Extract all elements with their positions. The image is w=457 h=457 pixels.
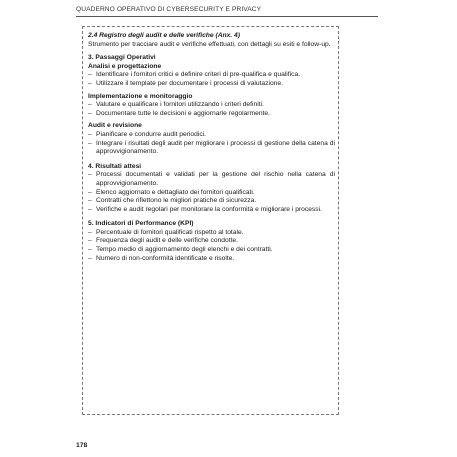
bullet-list xyxy=(88,101,335,118)
content-box xyxy=(82,26,339,415)
page-number: 178 xyxy=(76,442,88,449)
running-header: QUADERNO OPERATIVO DI CYBERSECURITY E PRIVACY xyxy=(76,6,262,13)
section-intro: Strumento per tracciare audit e verifiche effettuati, con dettagli su esiti e follow-up. xyxy=(88,40,331,48)
list-item: – Percentuale di fornitori qualificati rispetto al totale. xyxy=(88,229,335,238)
group-heading: Analisi e progettazione xyxy=(88,62,162,70)
risultati-section xyxy=(88,163,335,215)
bullet-list xyxy=(88,171,335,214)
group-implementazione xyxy=(88,93,335,119)
list-item: – Frequenza degli audit e delle verifiche condotte. xyxy=(88,237,335,246)
list-item: – Valutare e qualificare i fornitori utilizzando i criteri definiti. xyxy=(88,101,335,110)
list-item: – Documentare tutte le decisioni e aggiornarle regolarmente. xyxy=(88,110,335,119)
kpi-heading: 5. Indicatori di Performance (KPI) xyxy=(88,220,194,228)
list-item: – Utilizzare il template per documentare i processi di valutazione. xyxy=(88,80,335,89)
group-heading: Implementazione e monitoraggio xyxy=(88,92,193,100)
risultati-heading: 4. Risultati attesi xyxy=(88,162,142,170)
group-audit xyxy=(88,122,335,156)
passaggi-heading: 3. Passaggi Operativi xyxy=(88,54,156,62)
list-item: – Pianificare e condurre audit periodici. xyxy=(88,131,335,140)
list-item: – Elenco aggiornato e dettagliato dei fornitori qualificati. xyxy=(88,189,335,198)
kpi-section xyxy=(88,220,335,263)
list-item: – Identificare i fornitori critici e definire criteri di pre-qualifica e qualifica. xyxy=(88,71,335,80)
group-analisi xyxy=(88,63,335,89)
list-item: – Numero di non-conformità identificate e risolte. xyxy=(88,255,335,264)
list-item: – Verifiche e audit regolari per monitorare la conformità e migliorare i processi. xyxy=(88,206,335,215)
bullet-list xyxy=(88,229,335,263)
passaggi-section xyxy=(88,54,335,157)
list-item: – Contratti che riflettono le migliori pratiche di sicurezza. xyxy=(88,197,335,206)
bullet-list xyxy=(88,131,335,157)
list-item: – Processi documentati e validati per la gestione del rischio nella catena di approvvigionamento. xyxy=(88,171,335,188)
group-heading: Audit e revisione xyxy=(88,122,142,130)
list-item: – Tempo medio di aggiornamento degli elenchi e dei contratti. xyxy=(88,246,335,255)
list-item: – Integrare i risultati degli audit per migliorare i processi di gestione della catena di approvvigionamento. xyxy=(88,140,335,157)
bullet-list xyxy=(88,71,335,88)
section-title: 2.4 Registro degli audit e delle verifiche (Anx. 4) xyxy=(88,32,240,39)
header-rule xyxy=(76,16,378,17)
